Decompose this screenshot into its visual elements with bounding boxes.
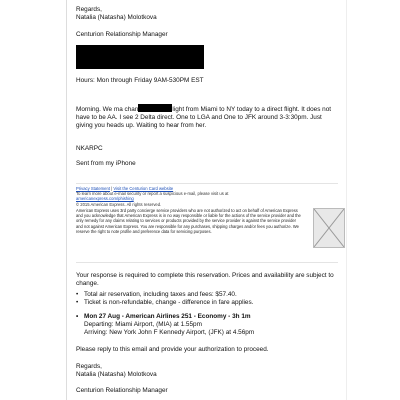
reply-message-part2: light from Miami to NY today to a direct flight. It does not have to be AA. I see 2 Delta direct. One to LGA and One to JFK around 3-3:30pm. Just giving you heads up. Waiting to hear from her. [76,106,332,130]
report-line: To learn more about e-mail security or report a suspicious e-mail, please visit us at [76,191,229,196]
footer-divider [76,183,338,184]
sent-from: Sent from my iPhone [76,160,136,167]
list-item: • Ticket is non-refundable, change - difference in fare applies. [76,299,338,307]
broken-image-icon [313,208,345,248]
disclaimer: American Express uses 3rd party concierge service providers who are not authorized to act on behalf of American Express and you acknowledge that American Express is in no way responsible or liable for the actions of the service provider and the only remedy for any claims relating to services or products provided by the service provider is against the service provider and not against American Express. You are responsible for any purchases, shipping charges and/or fees you authorize. We reserve the right to note profile and preference data for servicing purposes. [76,208,301,234]
response-required: Your response is required to complete this reservation. Prices and availability are subject to change. [76,272,334,288]
sender-name-2: Natalia (Natasha) Molotkova [76,371,157,378]
arriving: Arriving: New York John F Kennedy Airport, (JFK) at 4.56pm [84,329,255,336]
redacted-word [138,104,172,112]
centurion-website-link[interactable]: Visit the Centurion Card website [113,186,174,191]
initials: NKARPC [76,145,103,152]
privacy-statement-link[interactable]: Privacy Statement [76,186,110,191]
departing: Departing: Miami Airport, (MIA) at 1.55pm [84,321,202,328]
please-reply: Please reply to this email and provide your authorization to proceed. [76,346,269,353]
reply-message [76,104,338,131]
reply-message-part1: Morning. We ma chan [76,106,139,113]
signoff-2: Regards, [76,363,102,370]
page-edge [346,0,347,400]
hours: Hours: Mon through Friday 9AM-530PM EST [76,77,204,84]
sender-title-2: Centurion Relationship Manager [76,387,168,394]
phishing-link[interactable]: americanexpress.com/phishing [76,196,134,201]
flight-list [76,313,338,321]
link-separator: | [109,186,114,191]
redacted-block [76,45,204,69]
report-link-line [76,196,134,201]
section-divider [76,262,338,263]
signoff: Regards, [76,6,102,13]
sender-title: Centurion Relationship Manager [76,31,168,38]
list-item: • Total air reservation, including taxes and fees: $57.40. [76,291,338,299]
email-body [66,0,347,400]
copyright: © 2015 American Express. All rights reserved. [76,202,162,207]
flight-header: • Mon 27 Aug - American Airlines 251 - Economy - 3h 1m [76,313,338,321]
fare-list [76,291,338,307]
sender-name: Natalia (Natasha) Molotkova [76,14,157,21]
